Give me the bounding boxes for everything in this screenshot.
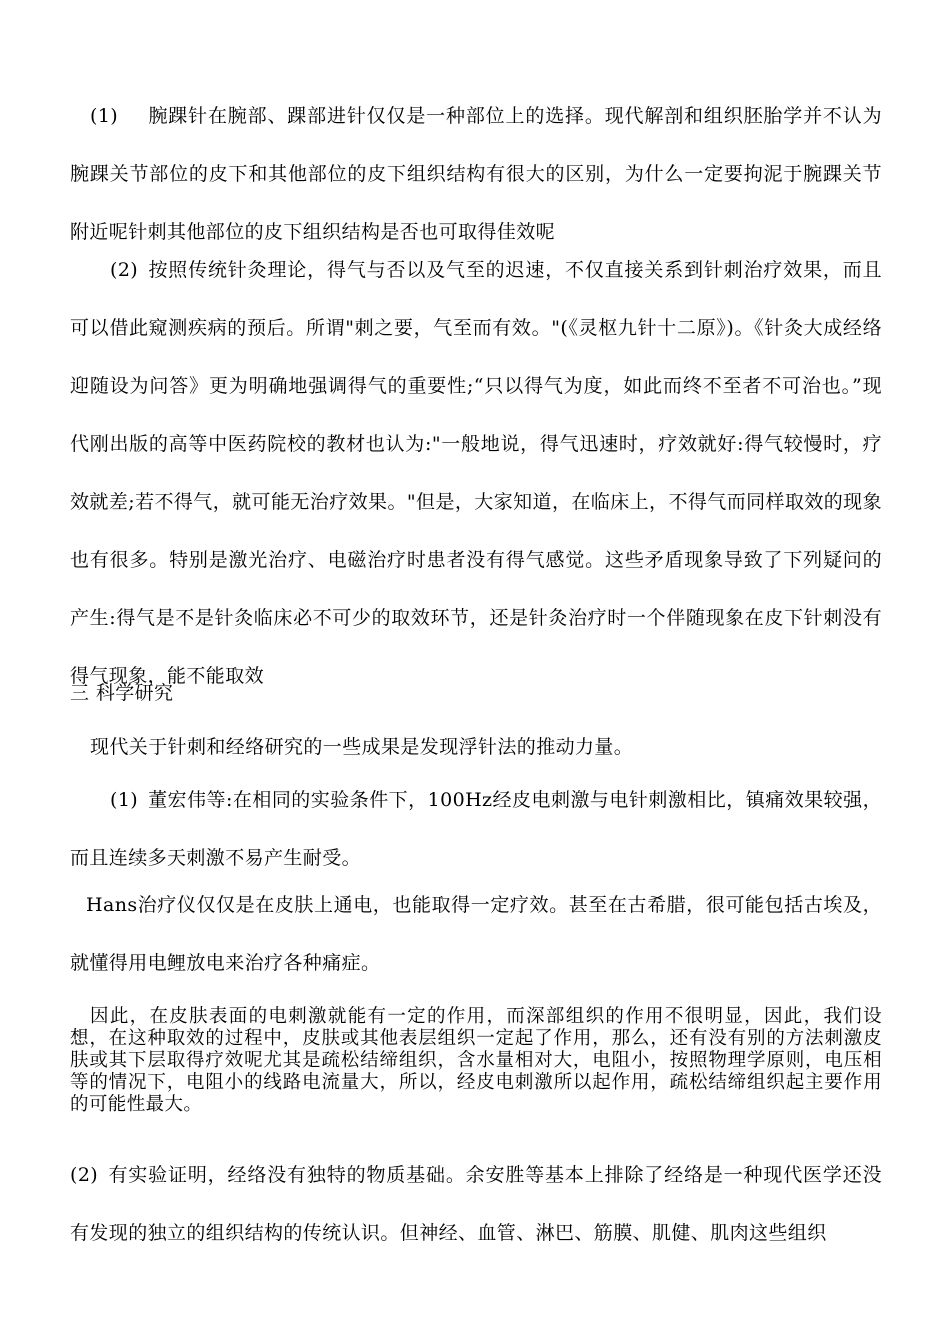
paragraph-1: [70, 87, 882, 261]
paragraph-2-label: (2): [110, 259, 139, 281]
paragraph-2: [70, 241, 882, 705]
paragraph-1-label: (1): [90, 105, 119, 127]
paragraph-5: [70, 876, 882, 992]
paragraph-6-text: 因此，在皮肤表面的电刺激就能有一定的作用，而深部组织的作用不很明显，因此，我们设想，在这种取效的过程中，皮肤或其他表层组织一定起了作用，那么，还有没有别的方法刺激皮肤或其下层取得疗效呢尤其是疏松结缔组织，含水量相对大，电阻小，按照物理学原则，电压相等的情况下，电阻小的线路电流量大，所以，经皮电刺激所以起作用，疏松结缔组织起主要作用的可能性最大。: [70, 1006, 882, 1115]
paragraph-6: [70, 1006, 882, 1116]
paragraph-4-text: 董宏伟等:在相同的实验条件下，100Hz经皮电刺激与电针刺激相比，镇痛效果较强，而且连续多天刺激不易产生耐受。: [70, 789, 882, 869]
paragraph-7-text: 有实验证明，经络没有独特的物质基础。余安胜等基本上排除了经络是一种现代医学还没有发现的独立的组织结构的传统认识。但神经、血管、淋巴、筋膜、肌健、肌肉这些组织: [70, 1164, 882, 1244]
paragraph-5-text: Hans治疗仪仅仅是在皮肤上通电，也能取得一定疗效。甚至在古希腊，很可能包括古埃及，就懂得用电鲤放电来治疗各种痛症。: [70, 894, 882, 974]
section-heading: [70, 664, 882, 722]
paragraph-1-text: 腕踝针在腕部、踝部进针仅仅是一种部位上的选择。现代解剖和组织胚胎学并不认为腕踝关节部位的皮下和其他部位的皮下组织结构有很大的区别，为什么一定要拘泥于腕踝关节附近呢针刺其他部位的皮下组织结构是否也可取得佳效呢: [70, 105, 882, 243]
section-heading-text: 三 科学研究: [70, 682, 174, 704]
paragraph-7-label: (2): [70, 1164, 99, 1186]
paragraph-4-label: (1): [110, 789, 139, 811]
paragraph-2-text: 按照传统针灸理论，得气与否以及气至的迟速，不仅直接关系到针刺治疗效果，而且可以借此窥测疾病的预后。所谓"刺之要，气至而有效。"(《灵枢九针十二原》)。《针灸大成经络迎随设为问答》更为明确地强调得气的重要性;“只以得气为度，如此而终不至者不可治也。”现代刚出版的高等中医药院校的教材也认为:"一般地说，得气迅速时，疗效就好:得气较慢时，疗效就差;若不得气，就可能无治疗效果。"但是，大家知道，在临床上，不得气而同样取效的现象也有很多。特别是激光治疗、电磁治疗时患者没有得气感觉。这些矛盾现象导致了下列疑问的产生:得气是不是针灸临床必不可少的取效环节，还是针灸治疗时一个伴随现象在皮下针刺没有得气现象，能不能取效: [70, 259, 882, 687]
paragraph-4: [70, 771, 882, 887]
paragraph-3: [70, 718, 882, 776]
paragraph-3-text: 现代关于针刺和经络研究的一些成果是发现浮针法的推动力量。: [90, 736, 634, 758]
paragraph-7: [70, 1146, 882, 1262]
